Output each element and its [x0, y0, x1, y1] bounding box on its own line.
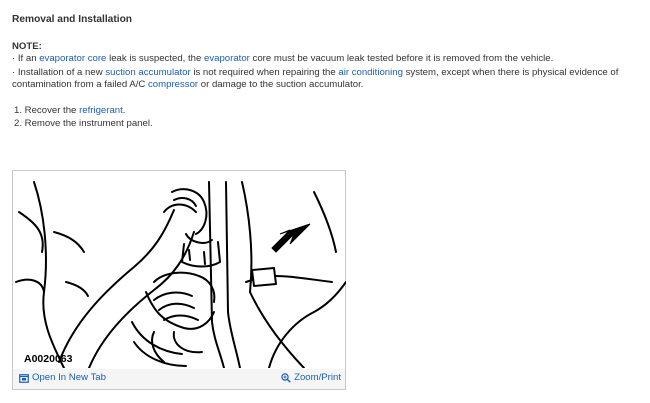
figure-toolbar	[13, 369, 345, 389]
open-in-new-tab-label: Open In New Tab	[32, 372, 106, 383]
link-air-conditioning[interactable]: air conditioning	[338, 67, 403, 78]
link-refrigerant[interactable]: refrigerant	[79, 105, 123, 116]
figure-panel	[12, 170, 346, 390]
note-text: core must be vacuum leak tested before it is removed from the vehicle.	[249, 53, 554, 64]
step-text: .	[122, 105, 126, 116]
zoom-print-button[interactable]	[281, 372, 341, 383]
section-heading: Removal and Installation	[12, 14, 133, 25]
note-text: is not required when repairing the	[190, 67, 339, 78]
link-suction-accumulator[interactable]: suction accumulator	[105, 67, 191, 78]
note-line-3	[12, 79, 363, 92]
note-line-1	[12, 53, 553, 66]
step-2	[14, 118, 153, 129]
link-evaporator-core[interactable]: evaporator core	[39, 53, 107, 64]
note-text: leak is suspected, the	[106, 53, 204, 64]
magnifier-icon	[281, 373, 291, 383]
callout-arrow	[272, 224, 310, 252]
note-text: or damage to the suction accumulator.	[198, 79, 364, 90]
zoom-print-label: Zoom/Print	[294, 372, 341, 383]
line-drawing-illustration	[14, 172, 346, 368]
link-compressor[interactable]: compressor	[147, 79, 199, 90]
open-in-new-tab-button[interactable]	[19, 372, 106, 383]
figure-id: A0020063	[24, 353, 73, 365]
open-in-new-tab-icon	[19, 373, 29, 383]
note-text: contamination from a failed A/C	[12, 79, 148, 90]
step-text: 1. Recover the	[14, 105, 80, 116]
link-evaporator[interactable]: evaporator	[204, 53, 250, 64]
step-text: 2. Remove the instrument panel.	[14, 118, 153, 129]
note-label: NOTE:	[12, 41, 42, 52]
note-text: · Installation of a new	[12, 67, 106, 78]
note-text: · If an	[12, 53, 40, 64]
step-1	[14, 105, 125, 116]
note-text: system, except when there is physical evidence of	[402, 67, 619, 78]
note-line-2	[12, 67, 618, 80]
